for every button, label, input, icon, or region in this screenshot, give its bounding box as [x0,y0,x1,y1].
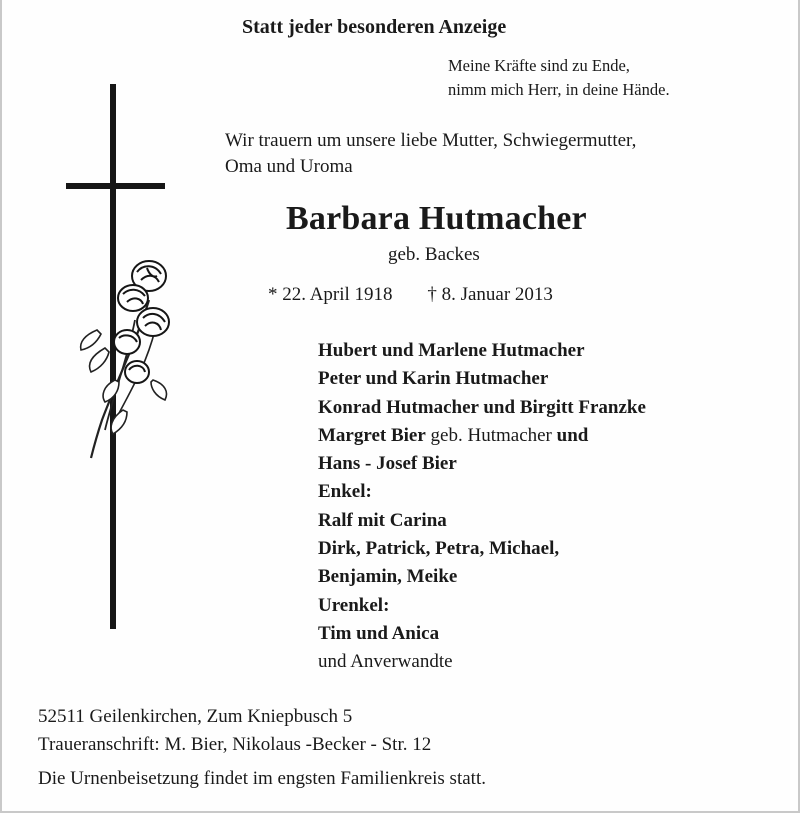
mourner-text: Benjamin, Meike [318,566,458,588]
mourner-text: Ralf mit Carina [318,509,447,531]
mourner-text: Margret Bier [318,424,426,446]
notice-header: Statt jeder besonderen Anzeige [242,16,507,38]
mourner-line [318,422,646,450]
home-address: 52511 Geilenkirchen, Zum Kniepbusch 5 [38,706,353,727]
mourner-line [318,450,646,478]
mourner-line [318,365,646,393]
mourner-text: und Anverwandte [318,651,453,673]
mourner-text: Tim und Anica [318,622,440,644]
verse [448,54,670,102]
condolence-address: Traueranschrift: M. Bier, Nikolaus -Becker - Str. 12 [38,734,432,755]
death-date: † 8. Januar 2013 [427,284,553,305]
cross-with-roses-icon [57,80,182,640]
mourner-line [318,620,646,648]
mourner-line [318,535,646,563]
verse-line-1: Meine Kräfte sind zu Ende, [448,56,630,75]
mourner-line [318,563,646,591]
mourner-text: Urenkel: [318,594,390,616]
intro-text [225,128,636,180]
mourner-text: Hans - Josef Bier [318,453,457,475]
mourner-text: Enkel: [318,481,372,503]
mourner-text: Dirk, Patrick, Petra, Michael, [318,538,560,560]
verse-line-2: nimm mich Herr, in deine Hände. [448,80,670,99]
mourner-text: Hubert und Marlene Hutmacher [318,340,585,361]
mourner-line [318,394,646,422]
mourner-line [318,337,646,365]
address-block [38,703,431,759]
closing-note: Die Urnenbeisetzung findet im engsten Familienkreis statt. [38,768,486,789]
mourner-line [318,478,646,506]
mourner-line [318,592,646,620]
mourner-text: und [556,424,589,446]
mourner-text: Peter und Karin Hutmacher [318,368,549,390]
mourner-line [318,507,646,535]
mourner-text: geb. Hutmacher [425,424,557,446]
life-dates [268,284,553,306]
intro-line-1: Wir trauern um unsere liebe Mutter, Schwiegermutter, [225,130,637,151]
mourners-list [318,337,646,677]
mourner-line [318,648,646,676]
deceased-name: Barbara Hutmacher [286,200,587,237]
intro-line-2: Oma und Uroma [225,156,353,177]
mourner-text: Konrad Hutmacher und Birgitt Franzke [318,396,646,418]
maiden-name: geb. Backes [388,244,480,265]
birth-date: * 22. April 1918 [268,284,393,305]
